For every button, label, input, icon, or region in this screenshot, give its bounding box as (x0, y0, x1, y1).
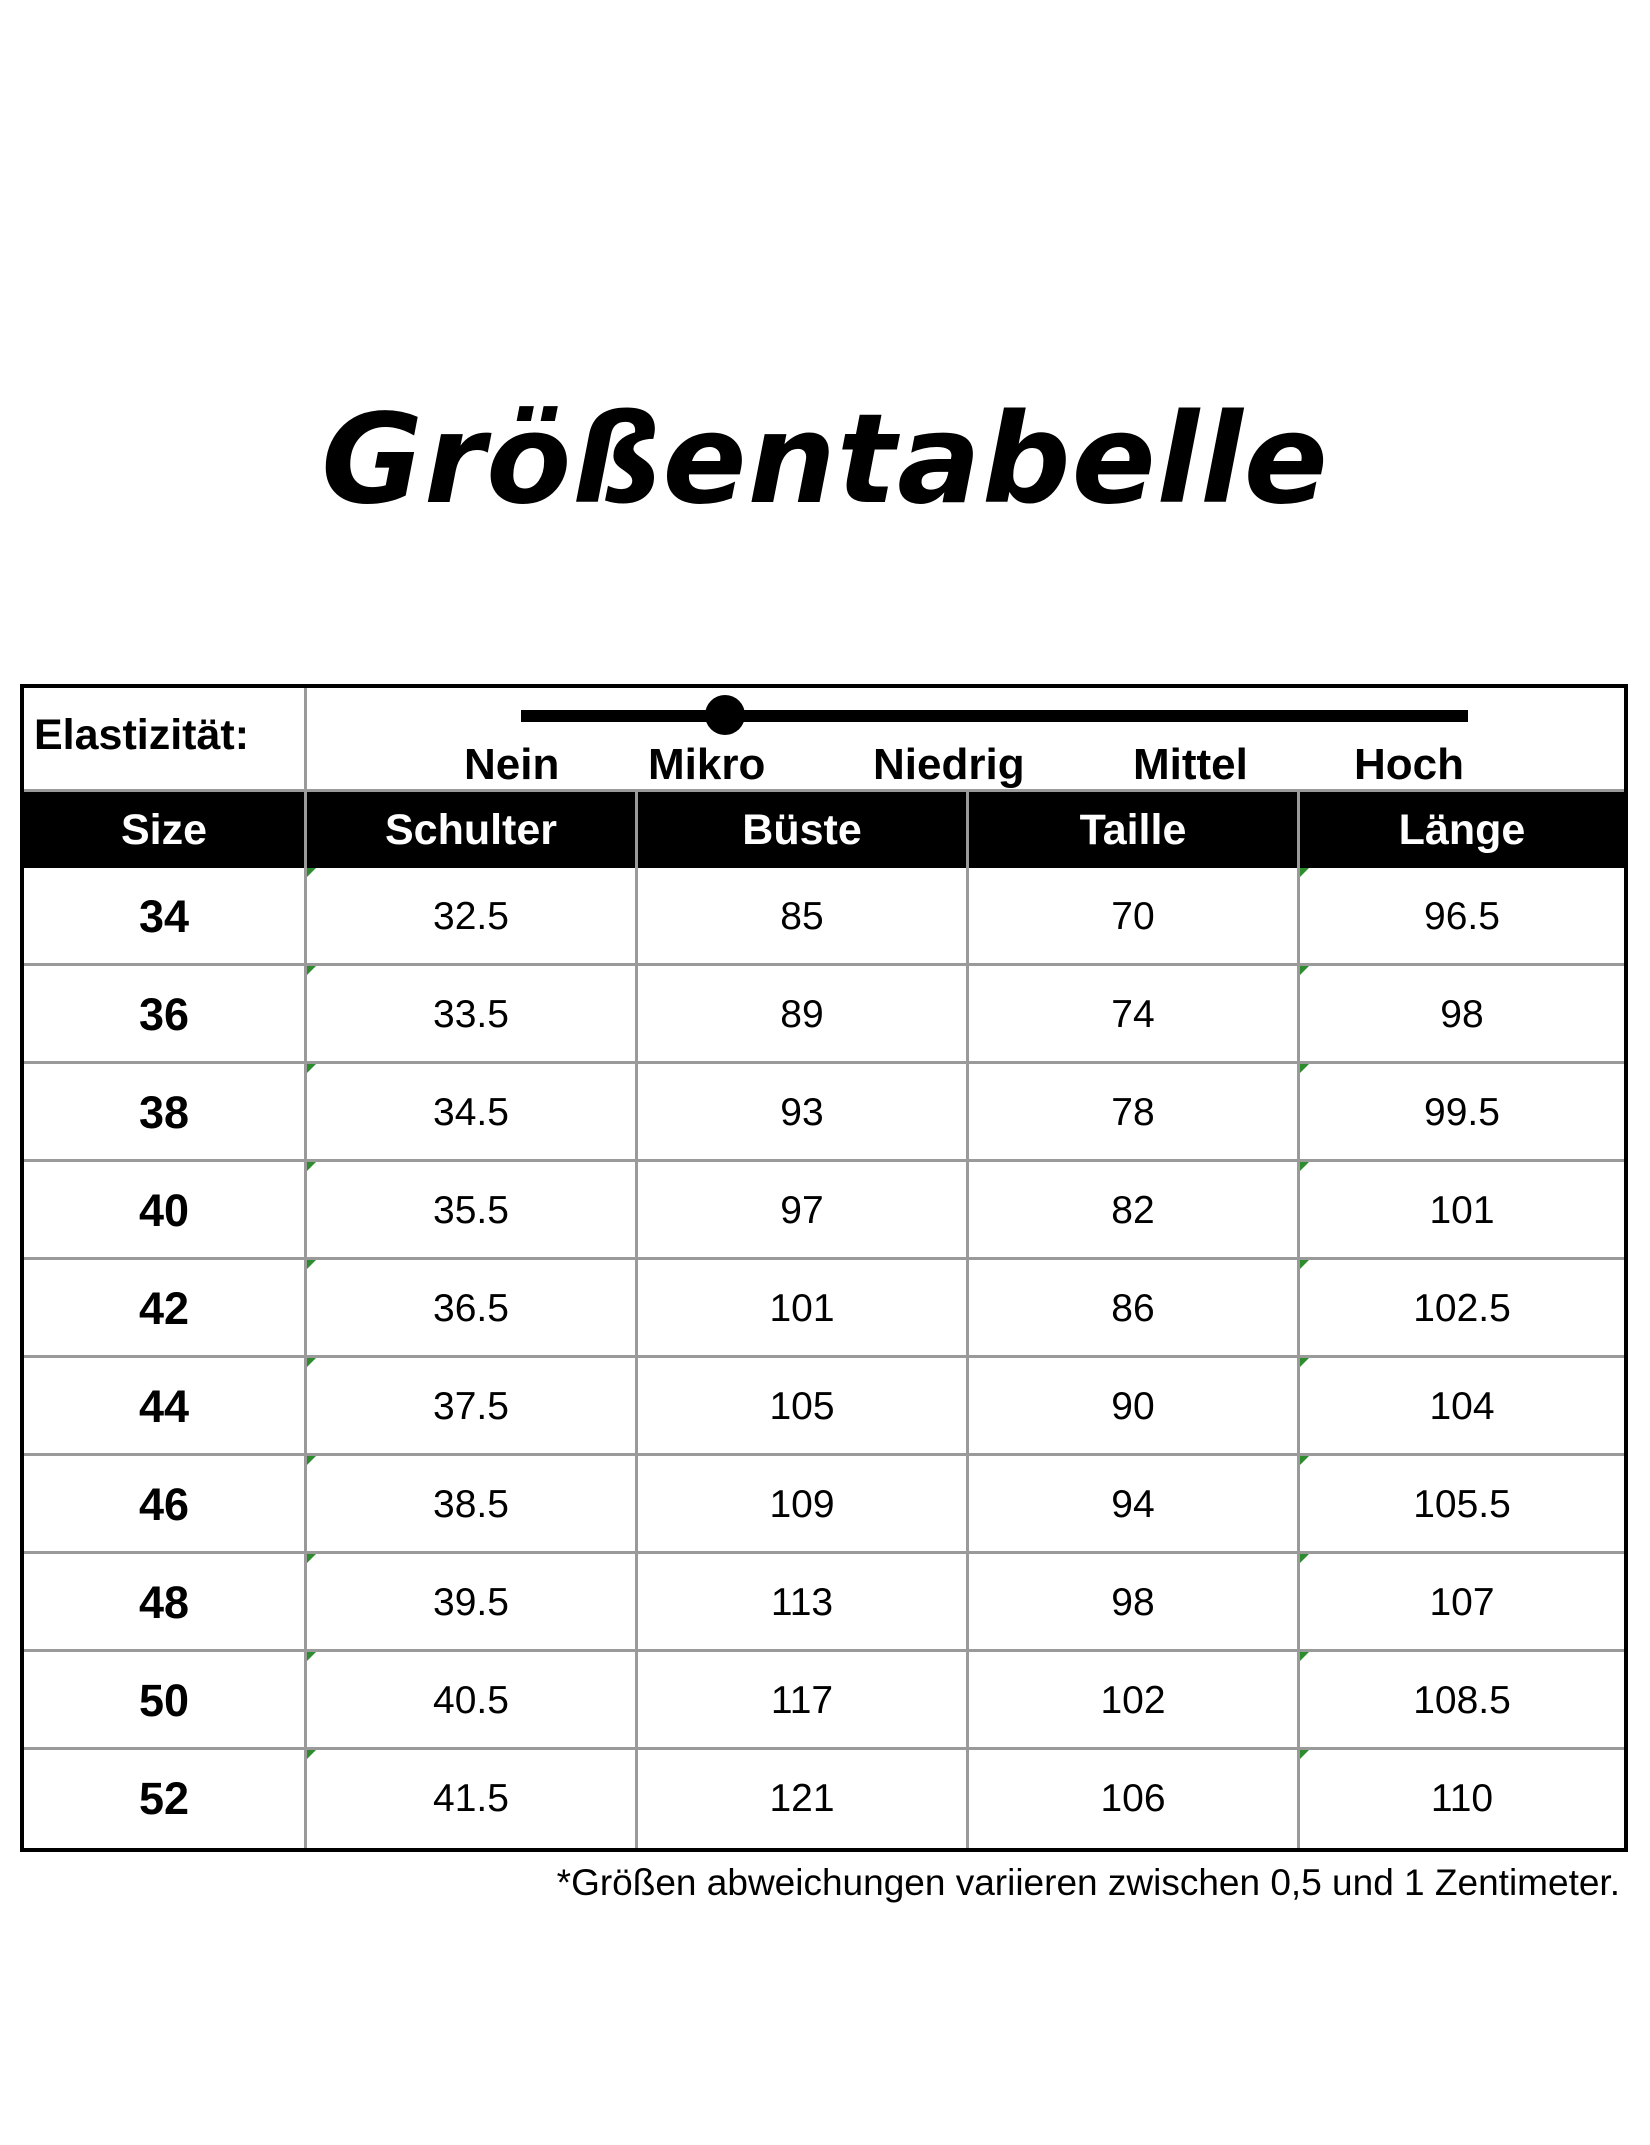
table-row (24, 1358, 1624, 1456)
cell-size: 36 (138, 989, 190, 1040)
table-header-row (24, 792, 1624, 868)
header-buste: Büste (742, 806, 862, 854)
cell-taille: 86 (1111, 1287, 1155, 1330)
cell-size: 52 (138, 1773, 190, 1824)
cell-lange: 102.5 (1413, 1287, 1511, 1330)
cell-schulter: 39.5 (433, 1581, 509, 1624)
cell-lange: 99.5 (1424, 1091, 1500, 1134)
elasticity-row (24, 688, 1624, 792)
cell-schulter: 38.5 (433, 1483, 509, 1526)
header-lange: Länge (1398, 806, 1526, 854)
header-size: Size (120, 806, 208, 854)
cell-taille: 78 (1111, 1091, 1155, 1134)
table-row (24, 1652, 1624, 1750)
cell-schulter: 37.5 (433, 1385, 509, 1428)
header-schulter: Schulter (384, 806, 558, 854)
cell-buste: 97 (780, 1189, 824, 1232)
cell-size: 42 (138, 1283, 190, 1334)
table-row (24, 1162, 1624, 1260)
elasticity-option-nein: Nein (464, 740, 560, 789)
header-taille: Taille (1079, 806, 1187, 854)
cell-taille: 90 (1111, 1385, 1155, 1428)
elasticity-label: Elastizität: (34, 711, 250, 759)
cell-lange: 107 (1429, 1581, 1495, 1624)
cell-schulter: 36.5 (433, 1287, 509, 1330)
table-row (24, 1554, 1624, 1652)
elasticity-divider (304, 688, 307, 792)
table-row (24, 1064, 1624, 1162)
cell-schulter: 41.5 (433, 1777, 509, 1820)
cell-buste: 105 (769, 1385, 835, 1428)
cell-lange: 108.5 (1413, 1679, 1511, 1722)
cell-schulter: 32.5 (433, 895, 509, 938)
cell-size: 34 (138, 891, 190, 942)
cell-lange: 110 (1430, 1777, 1494, 1820)
cell-lange: 105.5 (1413, 1483, 1511, 1526)
elasticity-marker-dot (705, 695, 745, 735)
cell-size: 44 (138, 1381, 190, 1432)
cell-schulter: 34.5 (433, 1091, 509, 1134)
cell-lange: 96.5 (1424, 895, 1500, 938)
cell-taille: 102 (1100, 1679, 1166, 1722)
elasticity-option-niedrig: Niedrig (873, 740, 1025, 789)
cell-size: 46 (138, 1479, 190, 1530)
cell-lange: 101 (1429, 1189, 1495, 1232)
table-row (24, 868, 1624, 966)
cell-schulter: 40.5 (433, 1679, 509, 1722)
cell-buste: 89 (780, 993, 824, 1036)
cell-taille: 70 (1111, 895, 1155, 938)
cell-schulter: 35.5 (433, 1189, 509, 1232)
cell-buste: 113 (770, 1581, 834, 1624)
page-title: Größentabelle (321, 388, 1329, 532)
cell-taille: 94 (1111, 1483, 1155, 1526)
cell-schulter: 33.5 (433, 993, 509, 1036)
cell-size: 48 (138, 1577, 190, 1628)
cell-lange: 104 (1429, 1385, 1495, 1428)
elasticity-option-mittel: Mittel (1133, 740, 1248, 789)
cell-buste: 93 (780, 1091, 824, 1134)
table-row (24, 1750, 1624, 1848)
elasticity-option-hoch: Hoch (1354, 740, 1464, 789)
table-row (24, 1260, 1624, 1358)
table-row (24, 1456, 1624, 1554)
cell-buste: 85 (780, 895, 824, 938)
elasticity-scale-line (521, 710, 1468, 722)
cell-buste: 117 (770, 1679, 834, 1722)
cell-taille: 98 (1111, 1581, 1155, 1624)
cell-taille: 82 (1111, 1189, 1155, 1232)
size-chart-table (20, 684, 1628, 1852)
cell-lange: 98 (1440, 993, 1484, 1036)
table-row (24, 966, 1624, 1064)
cell-buste: 101 (769, 1287, 835, 1330)
cell-buste: 109 (769, 1483, 835, 1526)
cell-buste: 121 (769, 1777, 835, 1820)
cell-size: 38 (138, 1087, 190, 1138)
cell-taille: 106 (1100, 1777, 1166, 1820)
cell-size: 40 (138, 1185, 190, 1236)
cell-size: 50 (138, 1675, 190, 1726)
cell-taille: 74 (1111, 993, 1155, 1036)
footnote: *Größen abweichungen variieren zwischen 0,5 und 1 Zentimeter. (556, 1862, 1620, 1903)
elasticity-option-mikro: Mikro (648, 740, 766, 789)
